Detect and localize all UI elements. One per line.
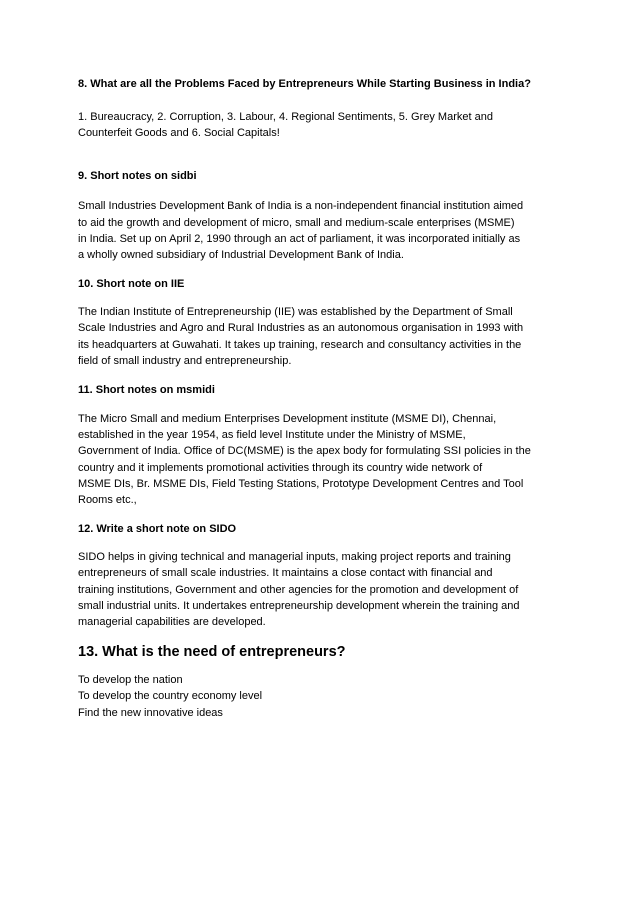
answer-line: small industrial units. It undertakes entrepreneurship development wherein the training and bbox=[78, 599, 520, 612]
answer-line: The Indian Institute of Entrepreneurship (IIE) was established by the Department of Small bbox=[78, 306, 513, 319]
question-10-heading: 10. Short note on IIE bbox=[78, 278, 185, 291]
question-11-answer bbox=[78, 411, 564, 508]
answer-line: Small Industries Development Bank of India is a non-independent financial institution aimed bbox=[78, 200, 524, 213]
answer-line: The Micro Small and medium Enterprises Development institute (MSME DI), Chennai, bbox=[78, 413, 497, 426]
answer-line: Government of India. Office of DC(MSME) is the apex body for formulating SSI policies in the bbox=[78, 445, 531, 458]
answer-line: its headquarters at Guwahati. It takes up training, research and consultancy activities in the bbox=[78, 338, 522, 351]
answer-line: training institutions, Government and other agencies for the promotion and development of bbox=[78, 583, 519, 596]
question-9-answer bbox=[78, 198, 564, 263]
question-12-answer bbox=[78, 549, 564, 630]
question-11-heading: 11. Short notes on msmidi bbox=[78, 384, 215, 397]
answer-line: in India. Set up on April 2, 1990 through an act of parliament, it was incorporated initially as bbox=[78, 232, 521, 245]
answer-line: established in the year 1954, as field level Institute under the Ministry of MSME, bbox=[78, 429, 466, 442]
answer-line: 1. Bureaucracy, 2. Corruption, 3. Labour, 4. Regional Sentiments, 5. Grey Market and bbox=[78, 111, 493, 123]
answer-line: To develop the nation bbox=[78, 674, 183, 687]
question-8-answer bbox=[78, 109, 564, 141]
answer-line: To develop the country economy level bbox=[78, 690, 263, 703]
answer-line: a wholly owned subsidiary of Industrial Development Bank of India. bbox=[78, 249, 404, 262]
answer-line: MSME DIs, Br. MSME DIs, Field Testing Stations, Prototype Development Centres and Tool bbox=[78, 477, 524, 490]
question-10-answer bbox=[78, 304, 564, 369]
document-page bbox=[78, 70, 564, 721]
answer-line: to aid the growth and development of micro, small and medium-scale enterprises (MSME) bbox=[78, 216, 515, 229]
question-13-answer bbox=[78, 672, 564, 721]
question-9-heading: 9. Short notes on sidbi bbox=[78, 170, 197, 183]
answer-line: field of small industry and entrepreneurship. bbox=[78, 354, 292, 367]
answer-line: managerial capabilities are developed. bbox=[78, 616, 266, 629]
answer-line: Rooms etc., bbox=[78, 494, 137, 507]
answer-line: country and it implements promotional activities through its country wide network of bbox=[78, 461, 483, 474]
answer-line: Counterfeit Goods and 6. Social Capitals! bbox=[78, 127, 280, 140]
answer-line: Scale Industries and Agro and Rural Industries as an autonomous organisation in 1993 with bbox=[78, 322, 524, 335]
answer-line: Find the new innovative ideas bbox=[78, 706, 223, 719]
question-13-heading: 13. What is the need of entrepreneurs? bbox=[78, 644, 346, 661]
answer-line: entrepreneurs of small scale industries. It maintains a close contact with financial and bbox=[78, 567, 493, 580]
answer-line: SIDO helps in giving technical and managerial inputs, making project reports and training bbox=[78, 551, 511, 564]
question-8-heading: 8. What are all the Problems Faced by Entrepreneurs While Starting Business in India? bbox=[78, 78, 531, 90]
question-12-heading: 12. Write a short note on SIDO bbox=[78, 523, 237, 536]
